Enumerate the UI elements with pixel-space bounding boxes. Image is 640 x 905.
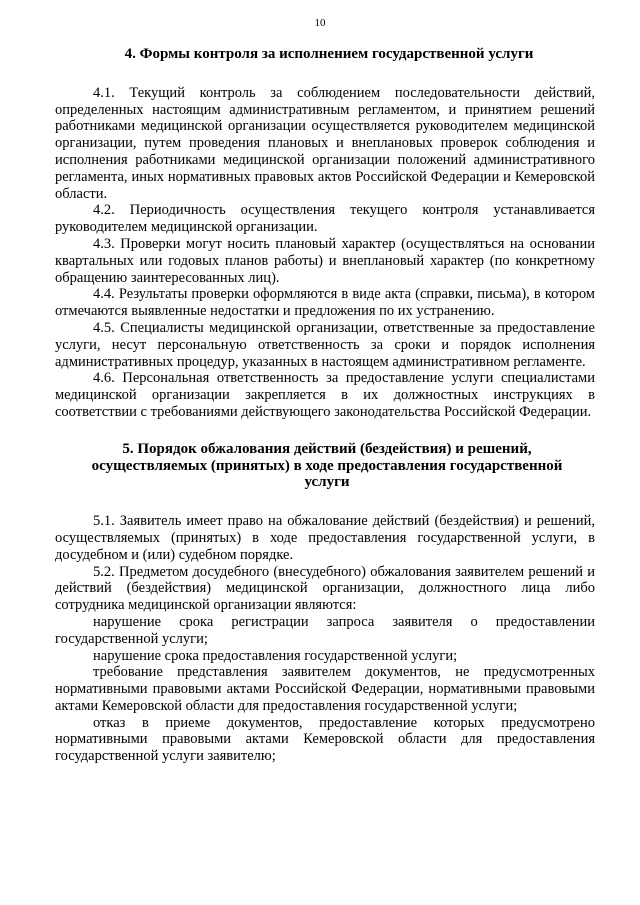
list-item-service-delay: нарушение срока предоставления государственной услуги;	[93, 647, 458, 664]
list-item-registration-delay: нарушение срока регистрации запроса заявителя о предоставлении государственной услуги;	[55, 613, 595, 647]
paragraph-4-5: 4.5. Специалисты медицинской организации, ответственные за предоставление услуги, несут персональную ответственность за сроки и порядок исполнения административных процедур, указанных в настоящем административном регламенте.	[55, 319, 595, 370]
section-5-heading: 5. Порядок обжалования действий (бездействия) и решений, осуществляемых (принятых) в ходе предоставления государственной услуги	[91, 440, 563, 491]
document-body	[55, 46, 595, 765]
paragraph-4-4: 4.4. Результаты проверки оформляются в виде акта (справки, письма), в котором отмечаются выявленные недостатки и предложения по их устранению.	[55, 286, 595, 320]
list-item-extra-documents: требование представления заявителем документов, не предусмотренных нормативными правовыми актами Российской Федерации, нормативными правовыми актами Кемеровской области для предоставления государственной услуги;	[55, 664, 595, 714]
section-4-heading: 4. Формы контроля за исполнением государственной услуги	[124, 46, 534, 62]
paragraph-5-1: 5.1. Заявитель имеет право на обжалование действий (бездействия) и решений, осуществляемых (принятых) в ходе предоставления государственной услуги, в досудебном и (или) судебном порядке.	[55, 513, 595, 563]
list-item-document-refusal: отказ в приеме документов, предоставление которых предусмотрено нормативными правовыми актами Кемеровской области для предоставления государственной услуги заявителю;	[55, 714, 595, 765]
page-number: 10	[314, 17, 326, 29]
paragraph-5-2: 5.2. Предметом досудебного (внесудебного) обжалования заявителем решений и действий (бездействия) медицинской организации, должностного лица либо сотрудника медицинской организации являются:	[55, 563, 595, 614]
paragraph-4-6: 4.6. Персональная ответственность за предоставление услуги специалистами медицинской организации закрепляется в их должностных инструкциях в соответствии с требованиями действующего законодательства Российской Федерации.	[55, 370, 595, 420]
paragraph-4-2: 4.2. Периодичность осуществления текущего контроля устанавливается руководителем медицинской организации.	[55, 202, 595, 236]
paragraph-4-1: 4.1. Текущий контроль за соблюдением последовательности действий, определенных настоящим административным регламентом, и принятием решений работниками медицинской организации осуществляется руководителем медицинской организации, путем проведения плановых и внеплановых проверок соблюдения и исполнения работниками медицинской организации положений административного регламента, иных нормативных правовых актов Российской Федерации и Кемеровской области.	[55, 84, 595, 202]
paragraph-4-3: 4.3. Проверки могут носить плановый характер (осуществляться на основании квартальных или годовых планов работы) и внеплановый характер (по конкретному обращению заинтересованных лиц).	[55, 235, 595, 286]
